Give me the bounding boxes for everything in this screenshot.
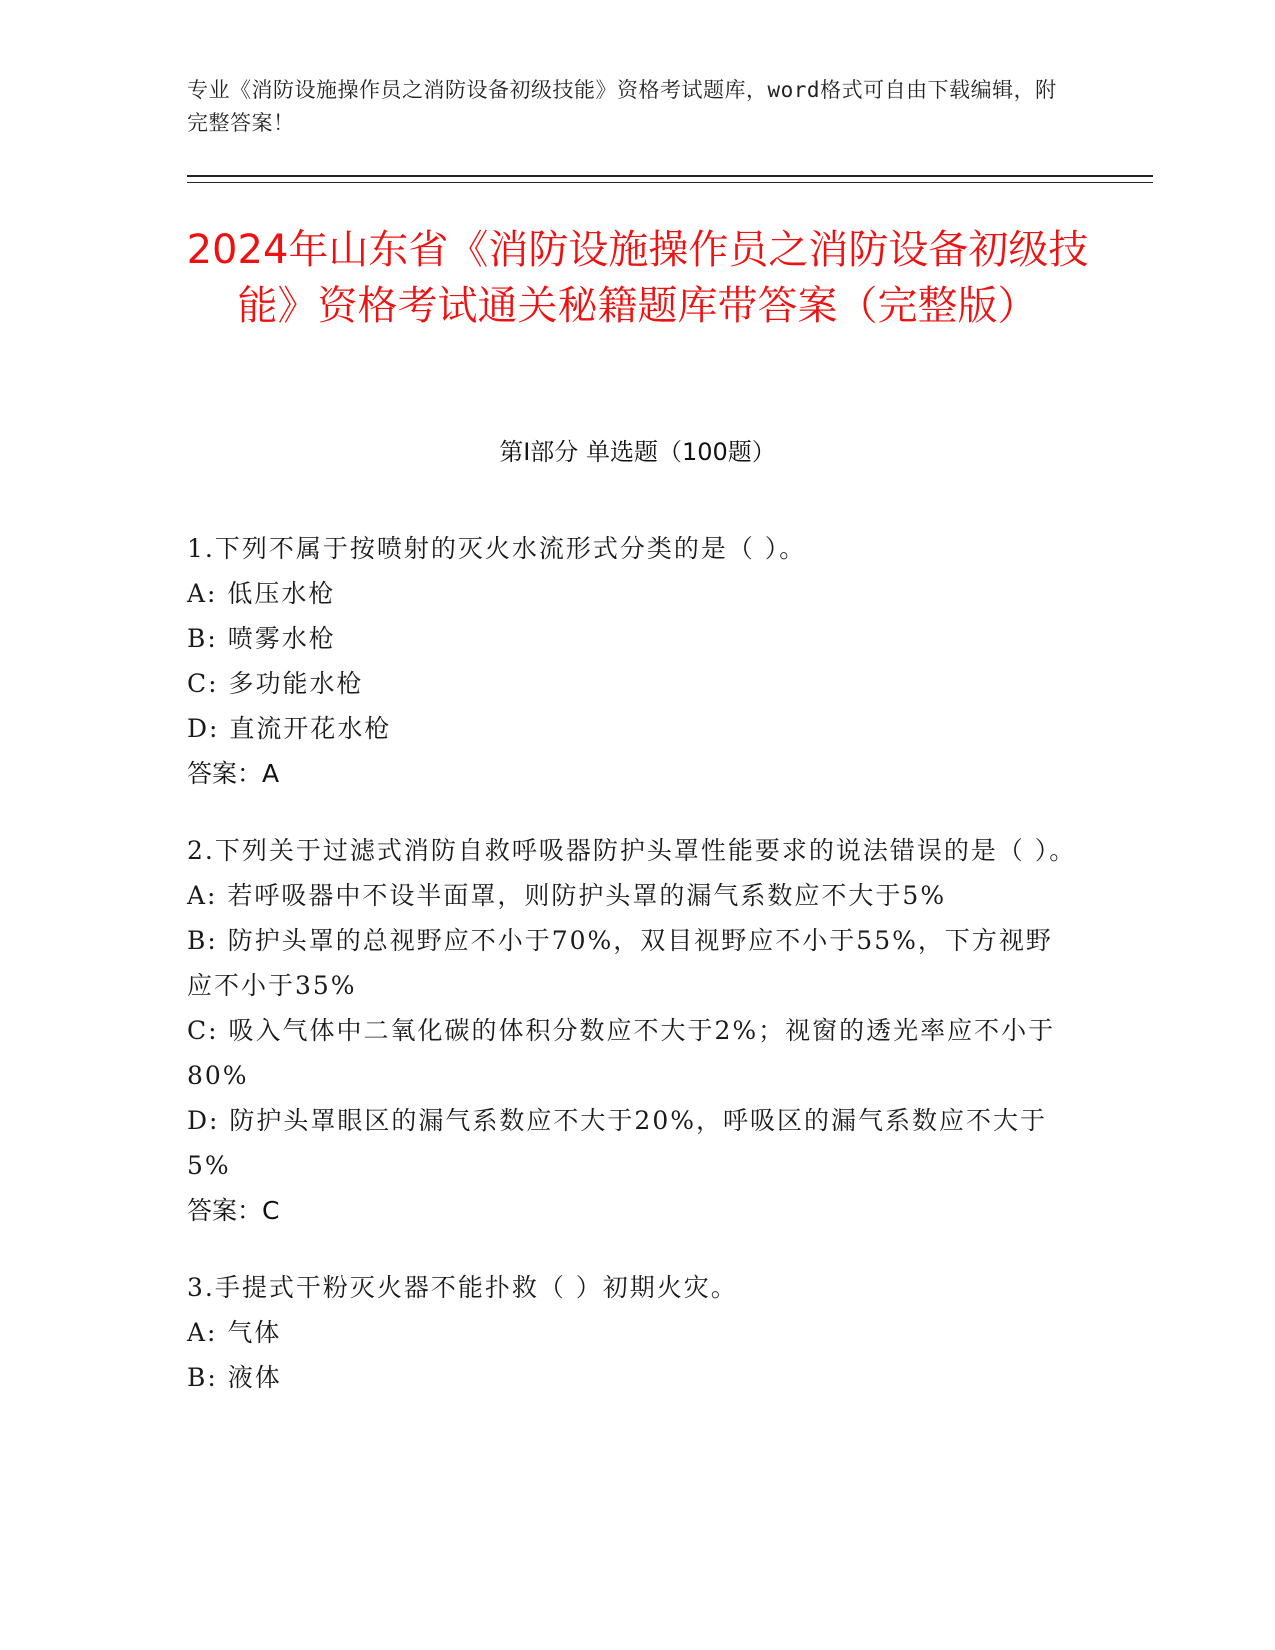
question-1: [187, 526, 1077, 796]
option-d: D: 直流开花水枪: [187, 714, 392, 743]
option-a: A: 气体: [187, 1318, 282, 1347]
question-2: [187, 828, 1077, 1233]
option-b: B: 防护头罩的总视野应不小于70%，双目视野应不小于55%，下方视野应不小于35%: [187, 926, 1053, 1000]
section-title: 第Ⅰ部分 单选题（100题）: [499, 438, 776, 466]
option-a: A: 低压水枪: [187, 579, 336, 608]
document-title: 2024年山东省《消防设施操作员之消防设备初级技能》资格考试通关秘籍题库带答案（完整版）: [186, 227, 1089, 329]
option-b: B: 喷雾水枪: [187, 624, 336, 653]
answer: 答案：A: [187, 759, 280, 788]
header-divider-thin: [187, 182, 1153, 183]
question-3: [187, 1265, 1077, 1400]
question-stem: 2.下列关于过滤式消防自救呼吸器防护头罩性能要求的说法错误的是（ ）。: [187, 836, 1077, 865]
option-b: B: 液体: [187, 1363, 282, 1392]
question-stem: 1.下列不属于按喷射的灭火水流形式分类的是（ ）。: [187, 534, 807, 563]
option-c: C: 多功能水枪: [187, 669, 364, 698]
option-a: A: 若呼吸器中不设半面罩，则防护头罩的漏气系数应不大于5%: [187, 881, 947, 910]
answer: 答案：C: [187, 1196, 280, 1225]
header-note: 专业《消防设施操作员之消防设备初级技能》资格考试题库，word格式可自由下载编辑，附完整答案！: [187, 78, 1057, 135]
option-c: C: 吸入气体中二氧化碳的体积分数应不大于2%；视窗的透光率应不小于80%: [187, 1016, 1056, 1090]
option-d: D: 防护头罩眼区的漏气系数应不大于20%，呼吸区的漏气系数应不大于5%: [187, 1106, 1047, 1180]
question-stem: 3.手提式干粉灭火器不能扑救（ ）初期火灾。: [187, 1273, 738, 1302]
question-list: [187, 526, 1077, 1432]
header-divider-thick: [187, 175, 1153, 177]
